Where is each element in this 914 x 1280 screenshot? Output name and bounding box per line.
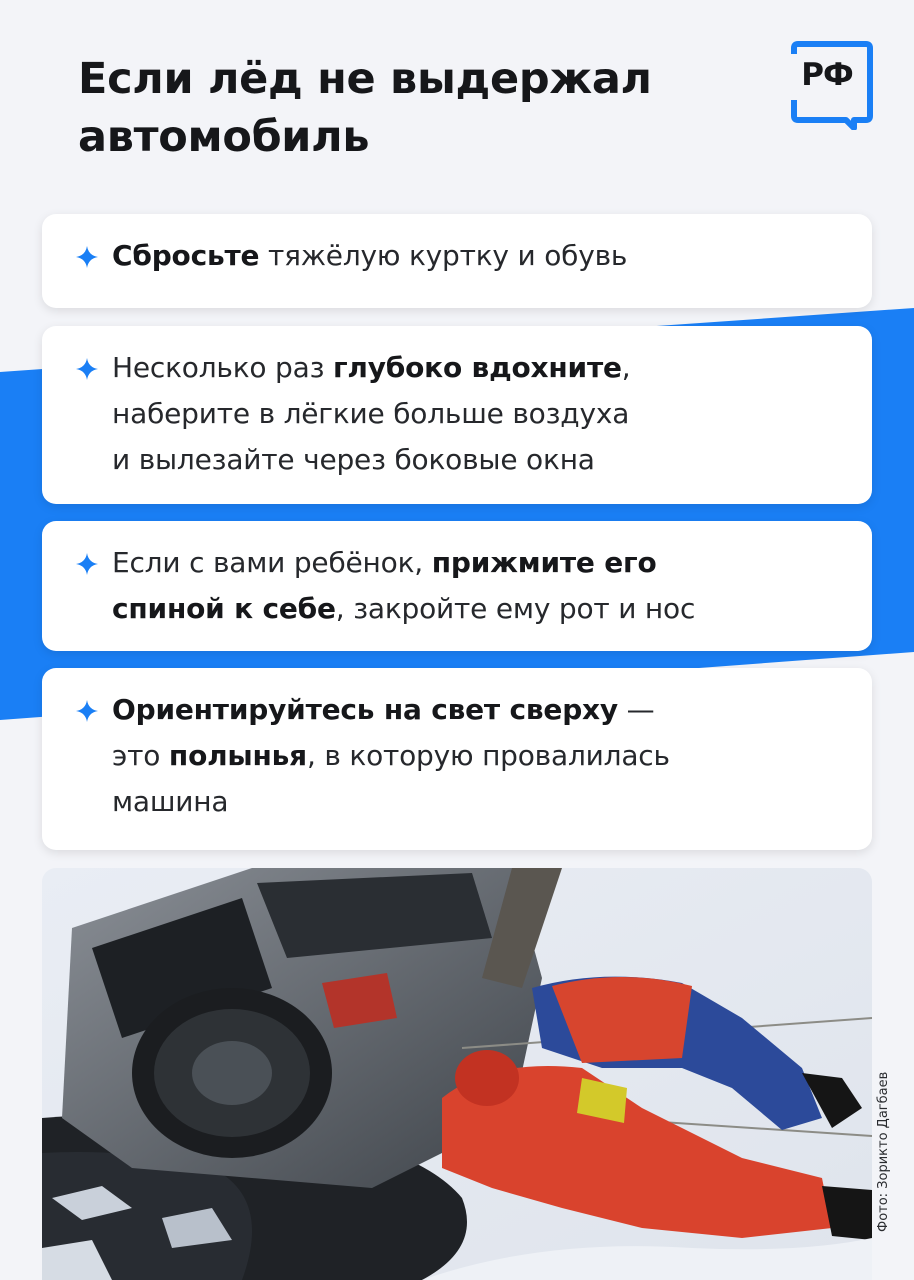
photo-credit: Фото: Зорикто Дагбаев xyxy=(876,1071,891,1232)
tip-4-line-1 xyxy=(112,687,654,733)
tip-text: и вылезайте через боковые окна xyxy=(112,443,595,476)
tip-text: машина xyxy=(112,785,229,818)
rf-logo xyxy=(790,40,874,130)
page-title-line-1: Если лёд не выдержал xyxy=(78,54,652,104)
tip-text-bold: прижмите его xyxy=(431,546,657,579)
tip-text: , xyxy=(621,351,631,384)
four-point-star-icon xyxy=(76,246,98,268)
tip-1-line xyxy=(112,233,627,279)
tip-2-line-3 xyxy=(112,437,595,483)
logo-text: РФ xyxy=(801,57,853,93)
rescue-scene-illustration xyxy=(42,868,872,1280)
tip-3-line-1 xyxy=(112,540,657,586)
tip-card-2 xyxy=(42,326,872,504)
page-title-line-2: автомобиль xyxy=(78,112,370,162)
tip-text: наберите в лёгкие больше воздуха xyxy=(112,397,630,430)
tip-text: , закройте ему рот и нос xyxy=(335,592,696,625)
tip-card-1 xyxy=(42,214,872,308)
four-point-star-icon xyxy=(76,553,98,575)
four-point-star-icon xyxy=(76,700,98,722)
tip-card-4 xyxy=(42,668,872,850)
tip-2-line-2 xyxy=(112,391,629,437)
page-title xyxy=(78,50,718,166)
tip-text-bold: Сбросьте xyxy=(112,239,260,272)
tip-text-bold: глубоко вдохните xyxy=(332,351,622,384)
tip-text-bold: спиной к себе xyxy=(112,592,336,625)
tip-3-line-2 xyxy=(112,586,695,632)
tip-4-line-3 xyxy=(112,779,228,825)
tip-text: Несколько раз xyxy=(112,351,333,384)
tip-text: это xyxy=(112,739,169,772)
tip-text-bold: Ориентируйтесь на свет сверху xyxy=(112,693,618,726)
tip-text: , в которую провалилась xyxy=(306,739,670,772)
tip-text: тяжёлую куртку и обувь xyxy=(259,239,628,272)
tip-text: Если с вами ребёнок, xyxy=(112,546,432,579)
tip-text: — xyxy=(617,693,655,726)
rescue-photo xyxy=(42,868,872,1280)
tip-4-line-2 xyxy=(112,733,670,779)
tip-text-bold: полынья xyxy=(168,739,307,772)
tip-2-line-1 xyxy=(112,345,630,391)
tip-card-3 xyxy=(42,521,872,651)
four-point-star-icon xyxy=(76,358,98,380)
